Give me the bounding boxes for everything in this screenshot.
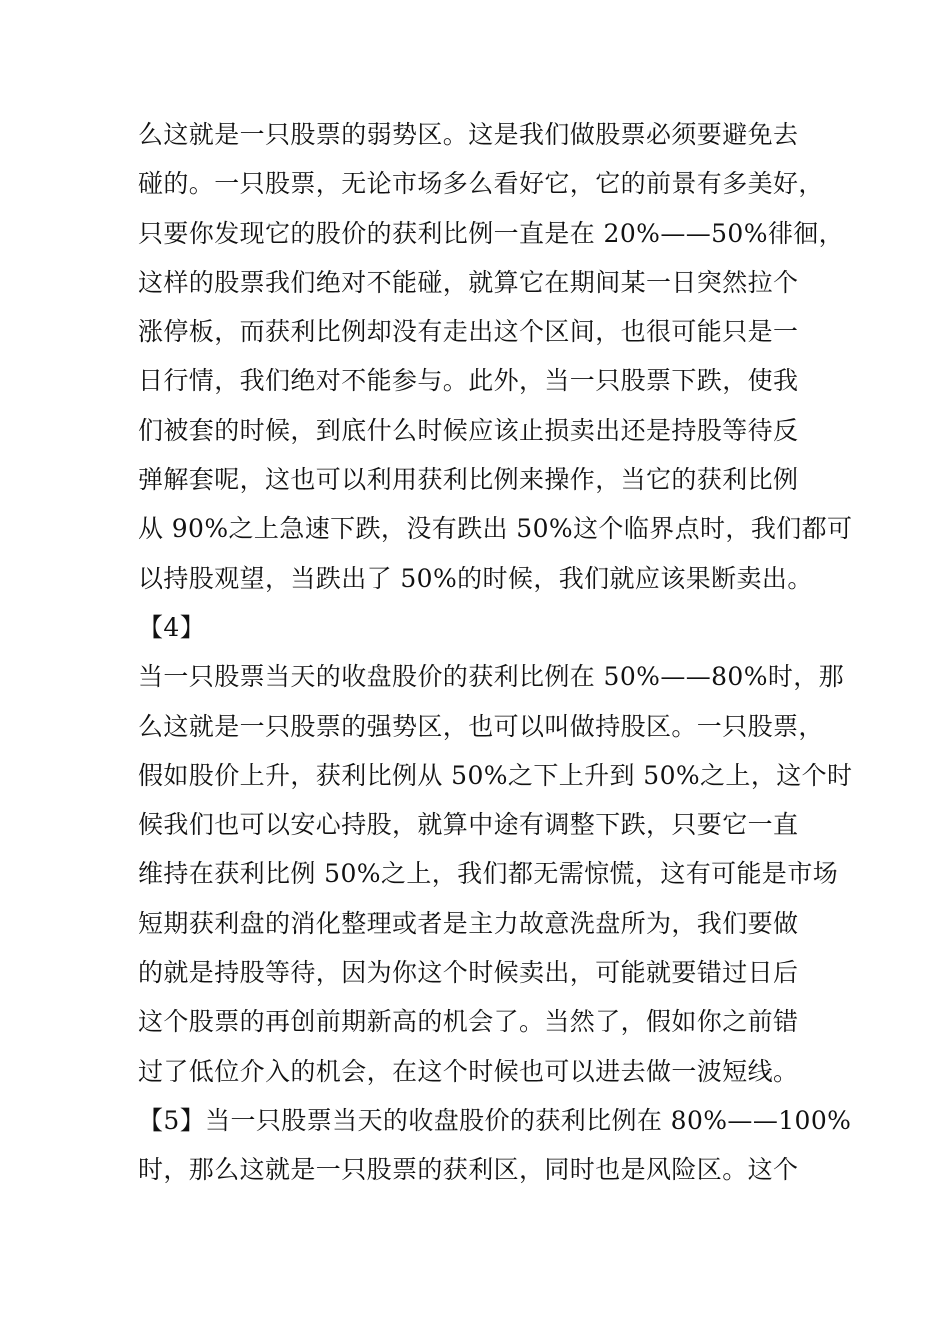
text-line: 这个股票的再创前期新高的机会了。当然了，假如你之前错 <box>138 1007 799 1037</box>
text-line: 维持在获利比例 50%之上，我们都无需惊慌，这有可能是市场 <box>138 859 839 889</box>
text-line: 当一只股票当天的收盘股价的获利比例在 50%——80%时，那 <box>138 662 845 692</box>
text-line: 涨停板，而获利比例却没有走出这个区间，也很可能只是一 <box>138 317 799 347</box>
text-line: 过了低位介入的机会，在这个时候也可以进去做一波短线。 <box>138 1056 799 1086</box>
text-line: 的就是持股等待，因为你这个时候卖出，可能就要错过日后 <box>138 958 799 988</box>
text-line: 日行情，我们绝对不能参与。此外，当一只股票下跌，使我 <box>138 366 799 396</box>
text-line: 们被套的时候，到底什么时候应该止损卖出还是持股等待反 <box>138 415 799 445</box>
text-line: 碰的。一只股票，无论市场多么看好它，它的前景有多美好， <box>138 169 824 199</box>
section-5-line: 【5】当一只股票当天的收盘股价的获利比例在 80%——100% <box>138 1105 852 1135</box>
section-heading-4: 【4】 <box>138 612 206 642</box>
text-line: 从 90%之上急速下跌，没有跌出 50%这个临界点时，我们都可 <box>138 514 853 544</box>
text-line: 这样的股票我们绝对不能碰，就算它在期间某一日突然拉个 <box>138 267 799 297</box>
text-line: 时，那么这就是一只股票的获利区，同时也是风险区。这个 <box>138 1155 799 1185</box>
text-line: 以持股观望，当跌出了 50%的时候，我们就应该果断卖出。 <box>138 563 813 593</box>
text-line: 弹解套呢，这也可以利用获利比例来操作，当它的获利比例 <box>138 465 799 495</box>
text-line: 么这就是一只股票的强势区，也可以叫做持股区。一只股票， <box>138 711 824 741</box>
body-text <box>138 110 853 1195</box>
text-line: 么这就是一只股票的弱势区。这是我们做股票必须要避免去 <box>138 120 799 149</box>
text-line: 候我们也可以安心持股，就算中途有调整下跌，只要它一直 <box>138 810 799 840</box>
text-line: 只要你发现它的股价的获利比例一直是在 20%——50%徘徊， <box>138 218 845 248</box>
text-line: 假如股价上升，获利比例从 50%之下上升到 50%之上，这个时 <box>138 760 853 790</box>
text-line: 短期获利盘的消化整理或者是主力故意洗盘所为，我们要做 <box>138 908 799 938</box>
